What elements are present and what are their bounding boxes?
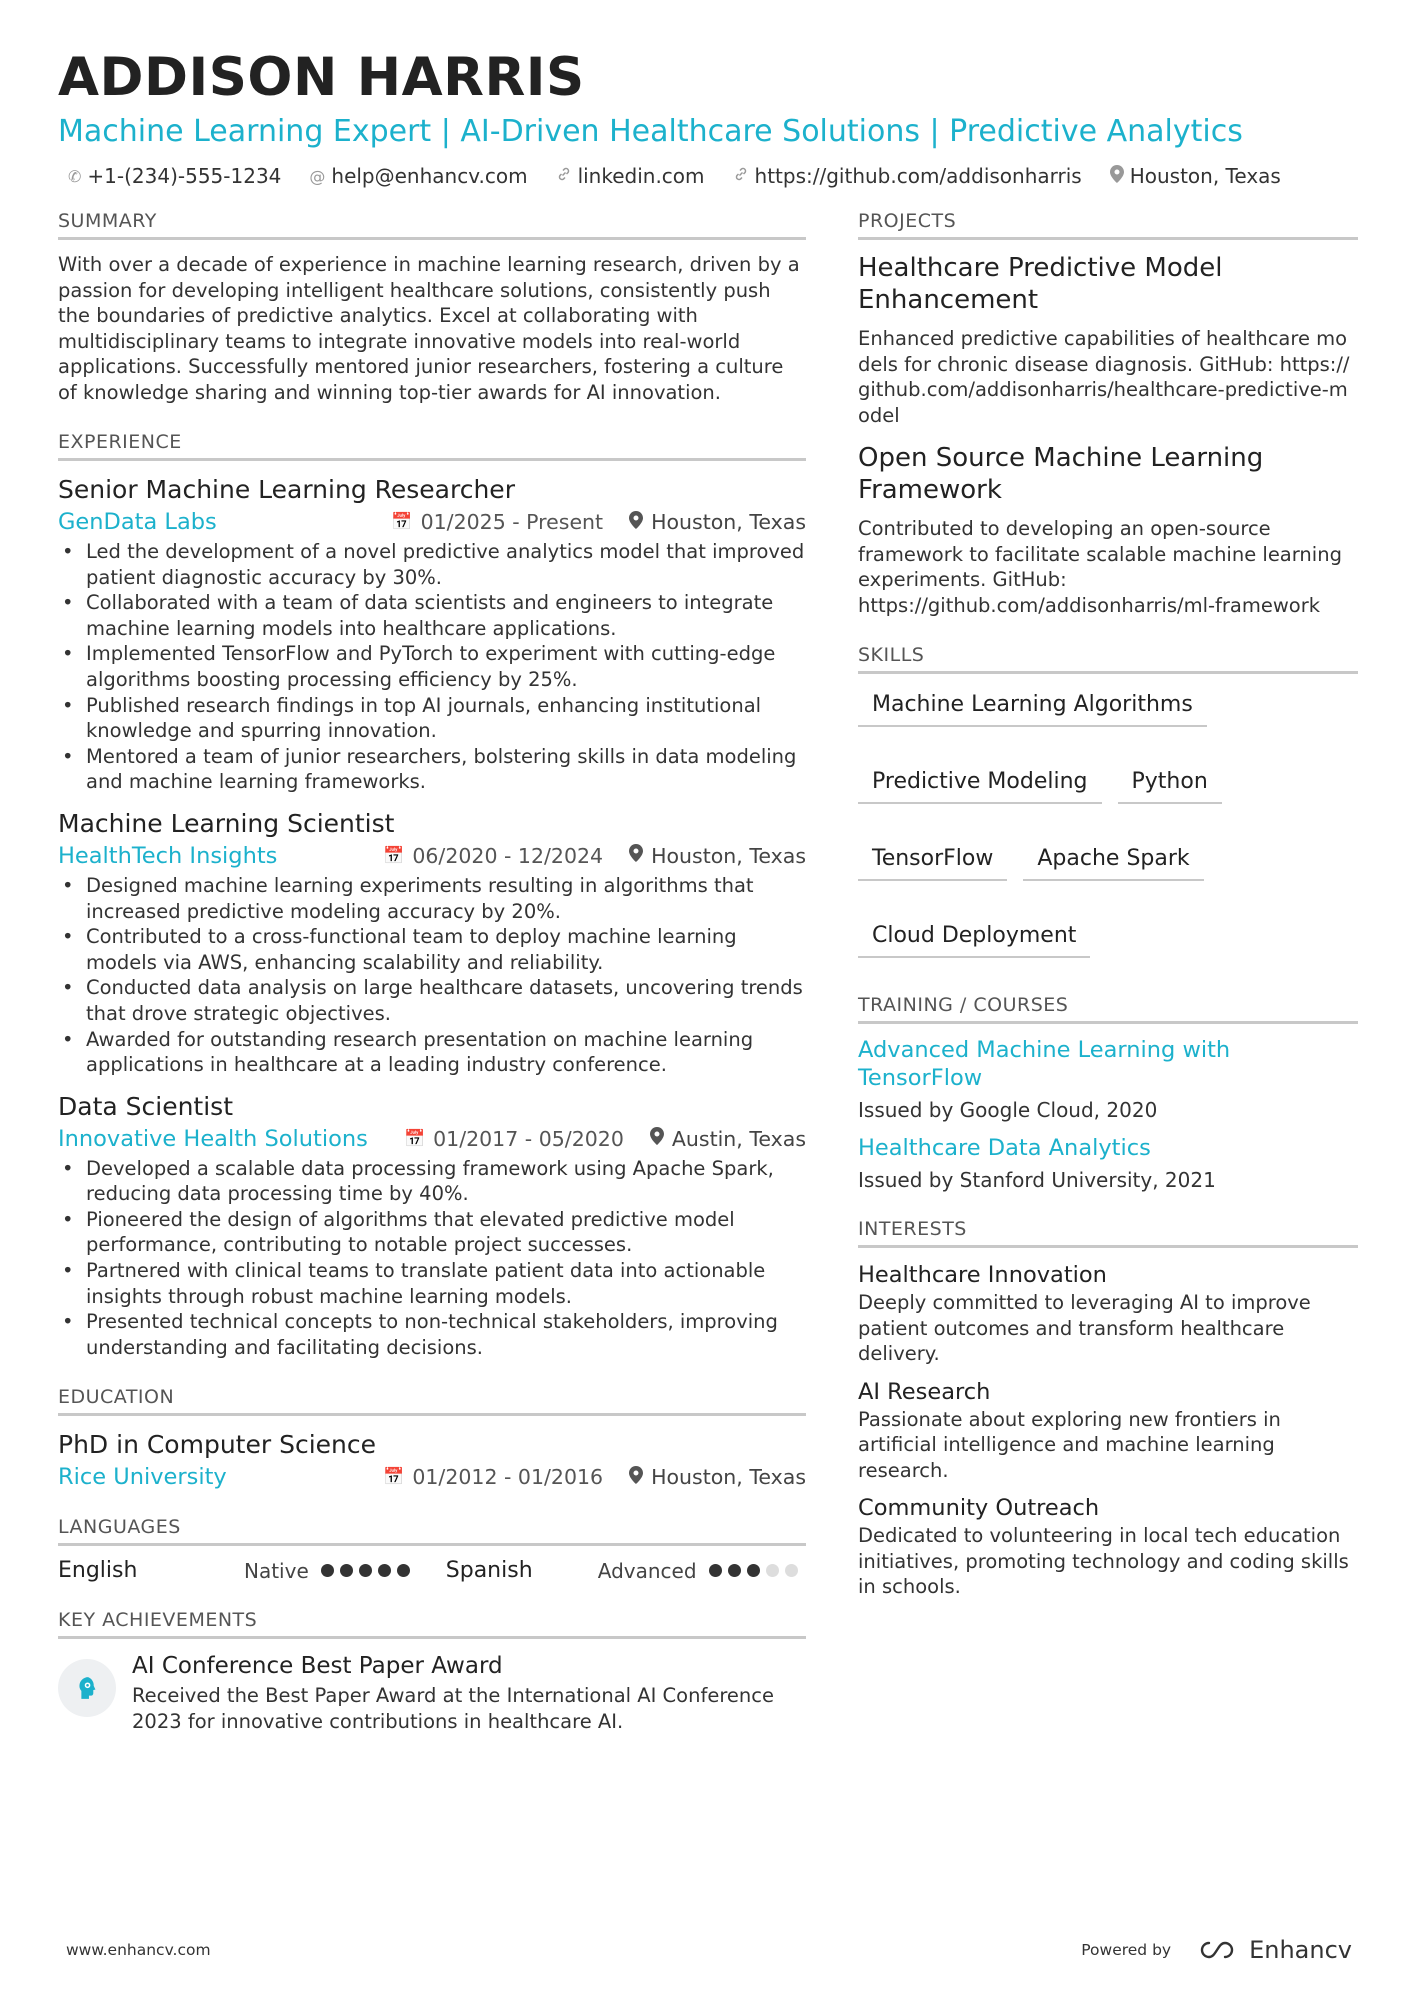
- training-section: [858, 994, 1358, 1192]
- rating-dot: [340, 1564, 353, 1577]
- skill-tag: Machine Learning Algorithms: [858, 686, 1207, 727]
- contact-bar: [58, 164, 1358, 188]
- education-details: [383, 1465, 806, 1489]
- projects-section: [858, 210, 1358, 618]
- phone-text: +1-(234)-555-1234: [87, 164, 282, 188]
- job-meta: [58, 509, 806, 535]
- job-location: [629, 510, 806, 534]
- bullet-item: • Mentored a team of junior researchers, bolstering skills in data modeling and machine learning frameworks.: [58, 744, 806, 795]
- bullet-item: • Partnered with clinical teams to translate patient data into actionable insights through robust machine learning models.: [58, 1258, 806, 1309]
- job-details: [383, 844, 806, 868]
- interests-section: [858, 1218, 1358, 1600]
- interest-title: AI Research: [858, 1378, 991, 1405]
- course-title: Healthcare Data Analytics: [858, 1135, 1151, 1161]
- rating-dot: [359, 1564, 372, 1577]
- job-meta: [58, 843, 806, 869]
- job-meta: [58, 1126, 806, 1152]
- brand-name: Enhancv: [1249, 1936, 1352, 1964]
- skill-tag: TensorFlow: [858, 840, 1007, 881]
- calendar-icon: 📅: [383, 1467, 405, 1488]
- education-dates: [383, 1465, 603, 1489]
- interest-desc: Passionate about exploring new frontiers in artificial intelligence and machine learning research.: [858, 1407, 1281, 1482]
- bullet-item: • Conducted data analysis on large healthcare datasets, uncovering trends that drove strategic objectives.: [58, 975, 806, 1026]
- location-text: Houston, Texas: [1129, 164, 1281, 188]
- languages-section: [58, 1516, 806, 1583]
- enhancv-logo-icon: [1195, 1939, 1239, 1961]
- candidate-tagline: Machine Learning Expert | AI-Driven Healthcare Solutions | Predictive Analytics: [58, 114, 1243, 149]
- contact-phone[interactable]: [68, 164, 281, 188]
- job-bullets: [58, 539, 806, 795]
- rating-dot: [747, 1564, 760, 1577]
- course-issuer: Issued by Stanford University, 2021: [858, 1168, 1216, 1192]
- bullet-item: • Designed machine learning experiments resulting in algorithms that increased predictive modeling accuracy by 20%.: [58, 873, 806, 924]
- skills-heading: SKILLS: [858, 644, 1358, 674]
- job-dates: [383, 844, 603, 868]
- github-text: https://github.com/addisonharris: [754, 164, 1082, 188]
- languages-row: [58, 1558, 806, 1583]
- skill-tag: Predictive Modeling: [858, 763, 1102, 804]
- bullet-item: • Collaborated with a team of data scientists and engineers to integrate machine learning models into healthcare applications.: [58, 590, 806, 641]
- summary-section: [58, 210, 806, 405]
- location-pin-icon: [629, 1466, 643, 1489]
- right-column: [858, 210, 1358, 1626]
- brain-head-icon: [58, 1659, 116, 1717]
- job-entry: [58, 1090, 806, 1361]
- language-level: Advanced: [597, 1558, 697, 1583]
- dates-text: 01/2017 - 05/2020: [433, 1126, 624, 1151]
- bullet-item: • Presented technical concepts to non-technical stakeholders, improving understanding and facilitating decisions.: [58, 1309, 806, 1360]
- skill-tag: Python: [1118, 763, 1222, 804]
- location-text: Houston, Texas: [651, 1465, 806, 1490]
- rating-dot: [378, 1564, 391, 1577]
- location-text: Austin, Texas: [671, 1126, 806, 1151]
- education-heading: EDUCATION: [58, 1386, 806, 1416]
- linkedin-text: linkedin.com: [577, 164, 705, 188]
- calendar-icon: 📅: [391, 512, 413, 532]
- bullet-item: • Led the development of a novel predictive analytics model that improved patient diagnostic accuracy by 30%.: [58, 539, 806, 590]
- contact-linkedin[interactable]: [556, 164, 705, 188]
- project-title: Open Source Machine Learning Framework: [858, 443, 1264, 505]
- link-icon: [733, 166, 749, 186]
- left-column: [58, 210, 806, 1760]
- job-location: [629, 844, 806, 868]
- contact-github[interactable]: [733, 164, 1082, 188]
- achievement-desc: Received the Best Paper Award at the International AI Conference 2023 for innovative contributions in healthcare AI.: [132, 1684, 774, 1733]
- location-text: Houston, Texas: [651, 843, 806, 868]
- contact-email[interactable]: [309, 164, 527, 188]
- summary-text: With over a decade of experience in machine learning research, driven by a passion for developing intelligent healthcare solutions, consistently push the boundaries of predictive analytics. Excel at collaborating with multidisciplinary teams to integrate innovative models into real-world applications. Successfully mentored junior researchers, fostering a culture of knowledge sharing and winning top-tier awards for AI innovation.: [58, 253, 800, 404]
- candidate-name: ADDISON HARRIS: [58, 47, 585, 108]
- rating-dot: [397, 1564, 410, 1577]
- location-pin-icon: [629, 844, 643, 867]
- company-name: Innovative Health Solutions: [58, 1125, 368, 1152]
- project-title: Healthcare Predictive Model Enhancement: [858, 253, 1223, 315]
- rating-dot: [766, 1564, 779, 1577]
- skills-list: [858, 686, 1358, 958]
- brand-logo[interactable]: [1195, 1936, 1352, 1964]
- email-text: help@enhancv.com: [331, 164, 528, 188]
- dates-text: 06/2020 - 12/2024: [412, 843, 604, 868]
- language-rating: [321, 1564, 410, 1577]
- skill-tag: Cloud Deployment: [858, 917, 1090, 958]
- course-title: Advanced Machine Learning with TensorFlow: [858, 1037, 1231, 1091]
- bullet-item: • Pioneered the design of algorithms that elevated predictive model performance, contributing to notable project successes.: [58, 1207, 806, 1258]
- languages-heading: LANGUAGES: [58, 1516, 806, 1546]
- job-details: [404, 1127, 806, 1151]
- interests-heading: INTERESTS: [858, 1218, 1358, 1248]
- dates-text: 01/2012 - 01/2016: [412, 1465, 604, 1490]
- job-entry: [58, 807, 806, 1078]
- calendar-icon: 📅: [403, 1128, 426, 1149]
- job-title: Senior Machine Learning Researcher: [58, 475, 515, 504]
- at-icon: @: [309, 166, 326, 186]
- projects-heading: PROJECTS: [858, 210, 1358, 240]
- training-heading: TRAINING / COURSES: [858, 994, 1358, 1024]
- job-details: [391, 510, 806, 534]
- footer-website-link[interactable]: www.enhancv.com: [66, 1941, 211, 1959]
- interest-desc: Dedicated to volunteering in local tech education initiatives, promoting technology and coding skills in schools.: [858, 1524, 1349, 1598]
- degree-title: PhD in Computer Science: [58, 1430, 376, 1460]
- job-entry: [58, 473, 806, 795]
- achievement-item: [58, 1651, 806, 1734]
- powered-by-label: Powered by: [1081, 1941, 1172, 1959]
- dates-text: 01/2025 - Present: [420, 510, 604, 534]
- job-bullets: [58, 1156, 806, 1361]
- job-title: Data Scientist: [58, 1091, 233, 1121]
- location-pin-icon: [1110, 165, 1124, 187]
- rating-dot: [785, 1564, 798, 1577]
- skills-section: [858, 644, 1358, 958]
- phone-icon: ✆: [68, 166, 82, 186]
- experience-section: [58, 431, 806, 1360]
- rating-dot: [321, 1564, 334, 1577]
- achievements-heading: KEY ACHIEVEMENTS: [58, 1609, 806, 1639]
- page-footer: [66, 1936, 1352, 1964]
- bullet-item: • Implemented TensorFlow and PyTorch to experiment with cutting-edge algorithms boosting processing efficiency by 25%.: [58, 641, 806, 692]
- company-name: HealthTech Insights: [58, 842, 278, 869]
- link-icon: [556, 166, 572, 186]
- interest-desc: Deeply committed to leveraging AI to improve patient outcomes and transform healthcare delivery.: [858, 1291, 1311, 1365]
- bullet-item: • Awarded for outstanding research presentation on machine learning applications in healthcare at a leading industry conference.: [58, 1027, 806, 1078]
- education-meta: [58, 1464, 806, 1490]
- summary-heading: SUMMARY: [58, 210, 806, 240]
- education-section: [58, 1386, 806, 1490]
- rating-dot: [728, 1564, 741, 1577]
- job-title: Machine Learning Scientist: [58, 808, 395, 838]
- rating-dot: [709, 1564, 722, 1577]
- interest-title: Healthcare Innovation: [858, 1262, 1107, 1288]
- achievements-section: [58, 1609, 806, 1734]
- location-pin-icon: [629, 511, 643, 534]
- calendar-icon: 📅: [383, 845, 405, 866]
- language-level: Native: [244, 1558, 309, 1583]
- job-dates: [391, 510, 603, 534]
- footer-branding: [1081, 1936, 1352, 1964]
- project-desc: Contributed to developing an open-source framework to facilitate scalable machine learning experiments. GitHub: https://github.com/addisonharris/ml-framework: [858, 517, 1342, 617]
- location-text: Houston, Texas: [651, 510, 806, 534]
- job-location: [650, 1127, 806, 1151]
- achievement-body: [132, 1651, 806, 1734]
- bullet-item: • Contributed to a cross-functional team to deploy machine learning models via AWS, enhancing scalability and reliability.: [58, 924, 806, 975]
- bullet-item: • Developed a scalable data processing framework using Apache Spark, reducing data processing time by 40%.: [58, 1156, 806, 1207]
- contact-location: [1110, 164, 1281, 188]
- school-name: Rice University: [58, 1464, 227, 1491]
- achievement-title: AI Conference Best Paper Award: [132, 1653, 503, 1680]
- experience-heading: EXPERIENCE: [58, 431, 806, 461]
- language-rating: [709, 1564, 798, 1577]
- company-name: GenData Labs: [58, 509, 217, 535]
- language-name: Spanish: [445, 1558, 533, 1584]
- job-dates: [404, 1127, 624, 1151]
- language-name: English: [58, 1558, 138, 1584]
- bullet-item: • Published research findings in top AI journals, enhancing institutional knowledge and spurring innovation.: [58, 693, 806, 744]
- job-bullets: [58, 873, 806, 1078]
- resume-header: [58, 48, 1358, 188]
- interest-title: Community Outreach: [858, 1495, 1100, 1521]
- skill-tag: Apache Spark: [1023, 840, 1203, 881]
- location-pin-icon: [650, 1127, 664, 1150]
- course-issuer: Issued by Google Cloud, 2020: [858, 1098, 1158, 1122]
- education-location: [629, 1465, 806, 1489]
- project-desc: Enhanced predictive capabilities of healthcare models for chronic disease diagnosis. GitHub: https://github.com/addisonharris/healthcare-predictive-model: [858, 327, 1350, 427]
